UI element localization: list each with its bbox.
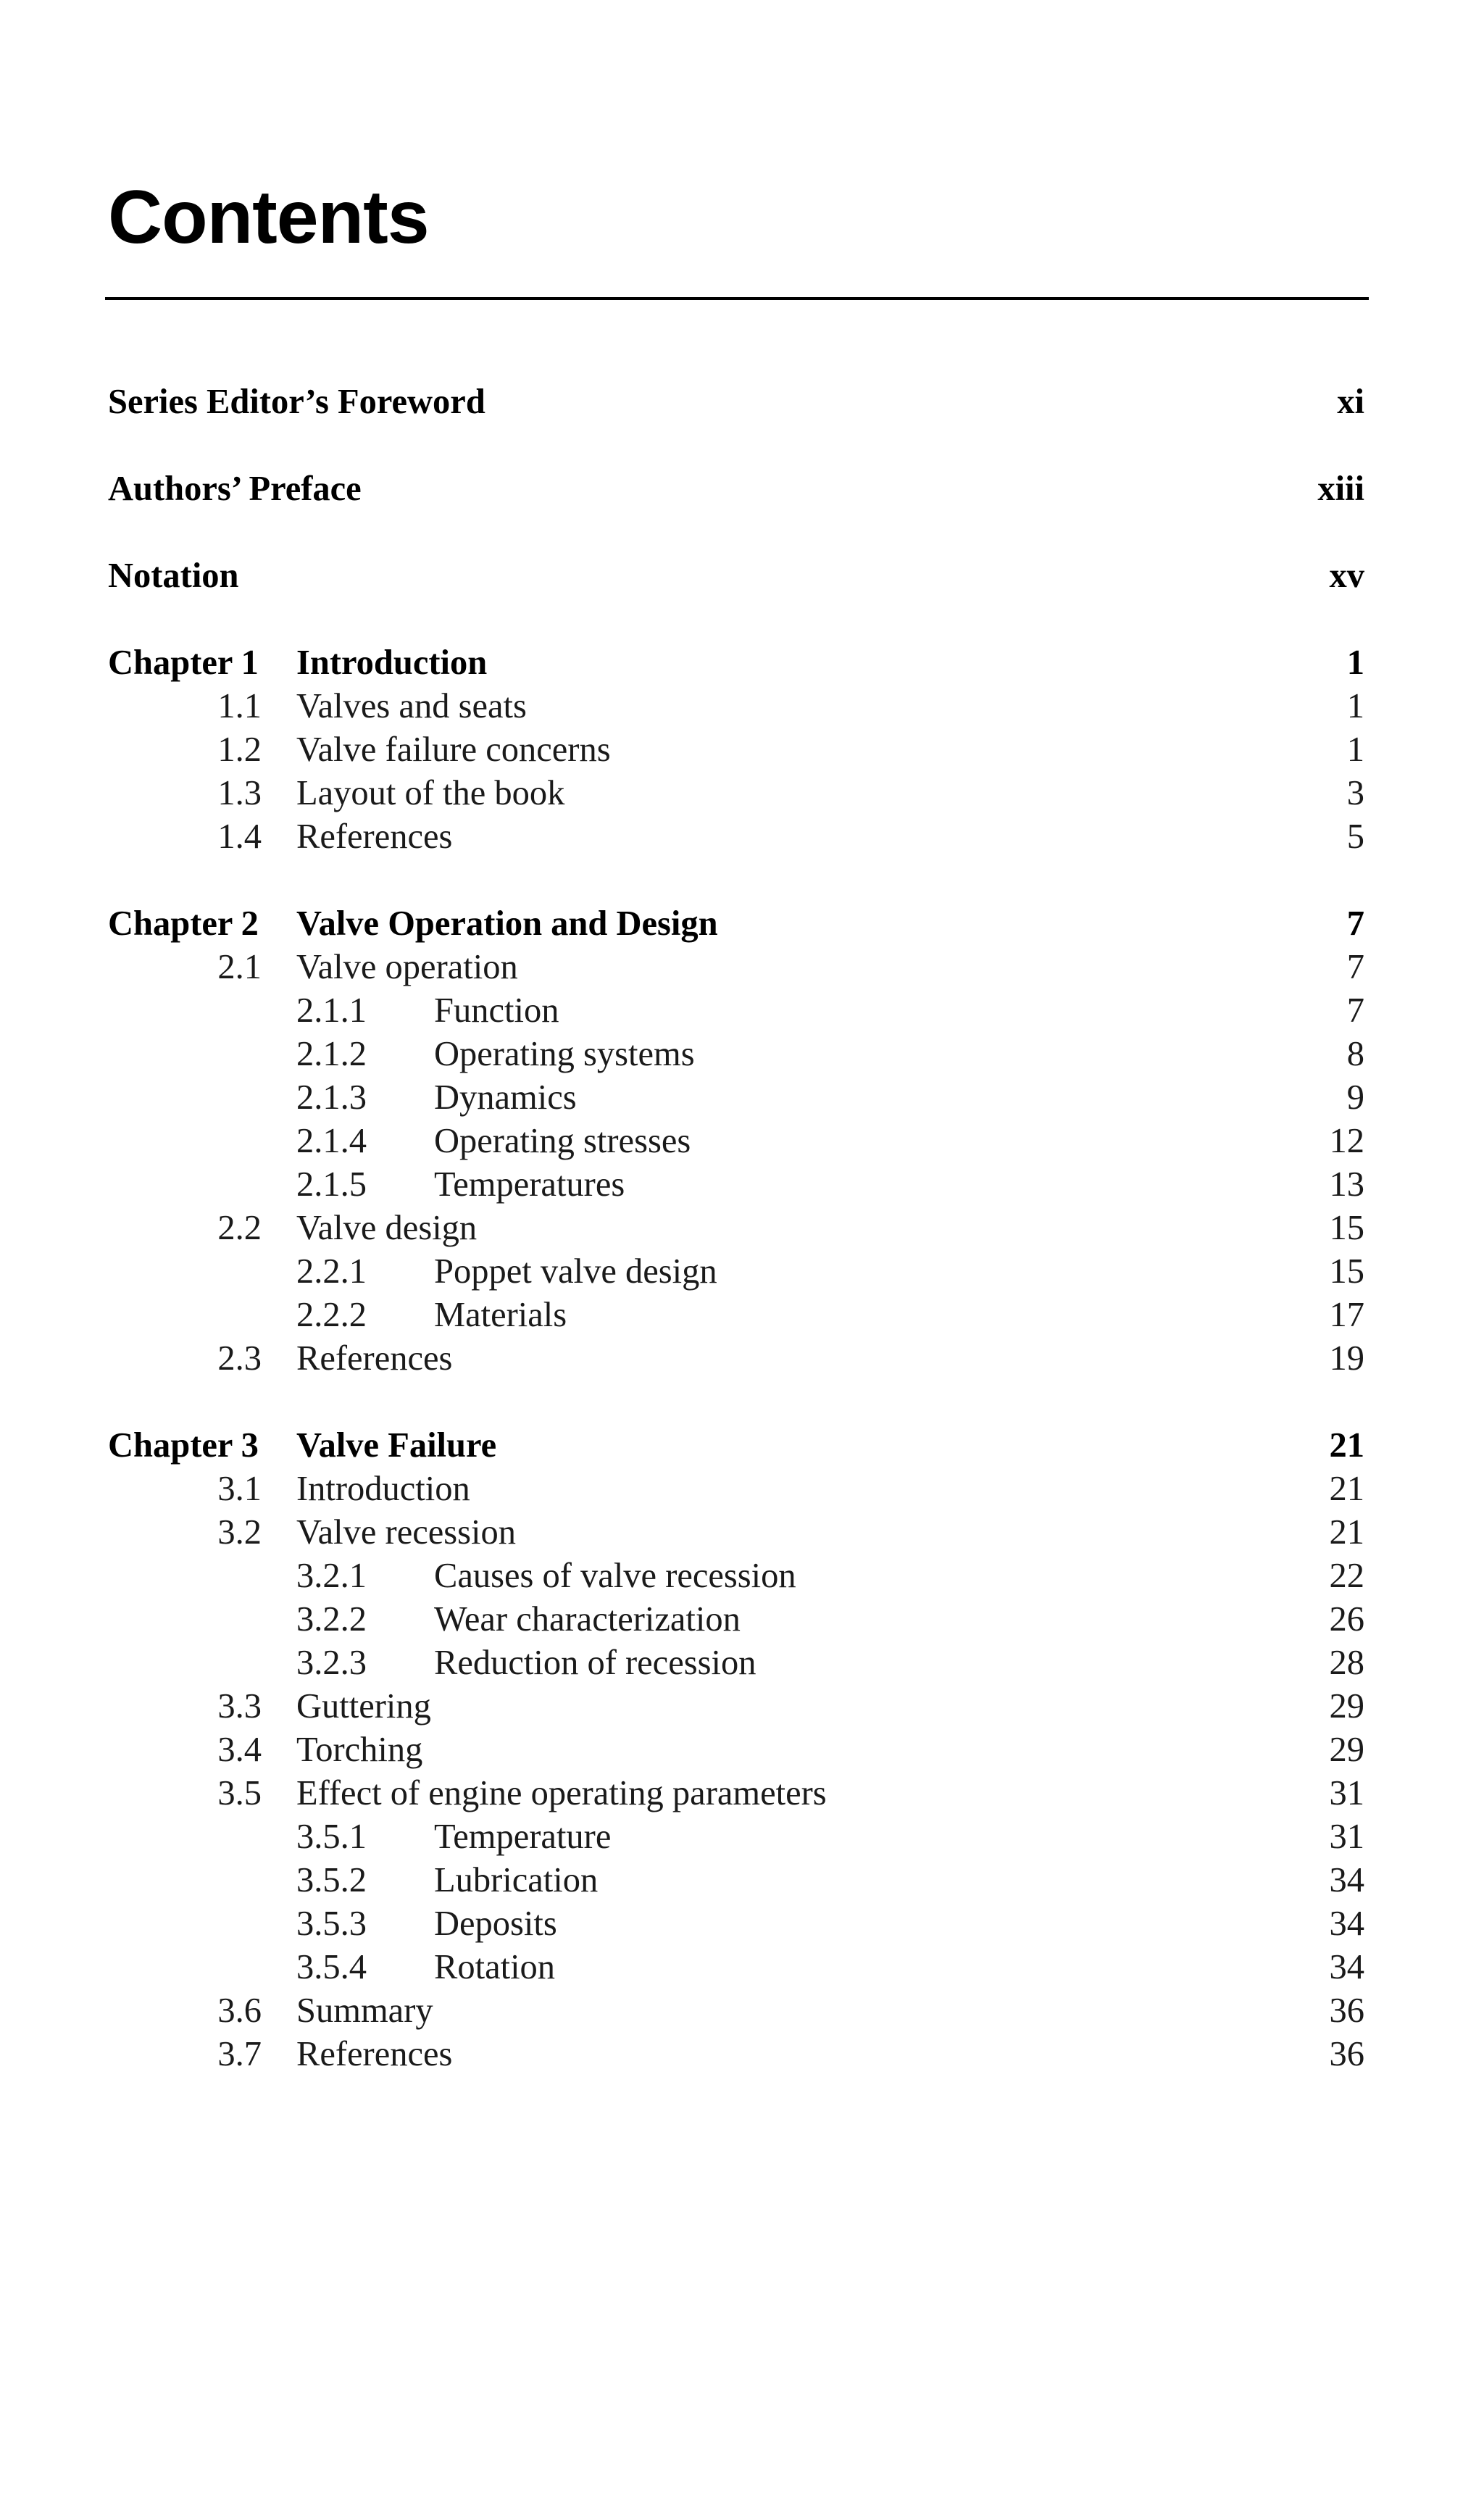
toc-subsection-entry: [108, 1076, 1364, 1120]
toc-subsection-number: 3.2.1: [296, 1557, 367, 1595]
toc-page-number: 7: [1346, 948, 1364, 986]
toc-spacer: [108, 859, 1364, 902]
toc-page-number: 15: [1329, 1209, 1364, 1247]
toc-page-number: 31: [1329, 1818, 1364, 1856]
toc-page-number: 7: [1346, 904, 1364, 943]
toc-page-number: 5: [1346, 817, 1364, 856]
toc-page-number: 1: [1346, 687, 1364, 725]
toc-subsection-title: Function: [434, 991, 559, 1030]
toc-subsection-title: Dynamics: [434, 1078, 577, 1117]
toc-chapter-entry: [108, 902, 1364, 946]
toc-subsection-entry: [108, 1120, 1364, 1163]
toc-subsection-title: Operating systems: [434, 1035, 695, 1073]
toc-section-number: 3.3: [217, 1687, 262, 1726]
toc-page-number: 29: [1329, 1687, 1364, 1726]
toc-page-number: 21: [1329, 1470, 1364, 1508]
toc-page-number: 34: [1329, 1905, 1364, 1943]
toc-front-matter-entry: [108, 380, 1364, 424]
toc-page-number: xi: [1337, 383, 1364, 421]
toc-page-number: 19: [1329, 1339, 1364, 1378]
toc-subsection-entry: [108, 1946, 1364, 1989]
toc-section-title: Introduction: [296, 1470, 470, 1508]
toc-subsection-number: 2.1.1: [296, 991, 367, 1030]
toc-section-title: References: [296, 1339, 453, 1378]
toc-spacer: [108, 598, 1364, 641]
toc-page-number: 7: [1346, 991, 1364, 1030]
toc-chapter-entry: [108, 641, 1364, 685]
toc-page-number: xv: [1329, 557, 1364, 595]
toc-section-entry: [108, 1511, 1364, 1554]
toc-page-number: 17: [1329, 1296, 1364, 1334]
toc-subsection-title: Wear characterization: [434, 1600, 741, 1639]
toc-section-number: 3.2: [217, 1513, 262, 1552]
toc-section-title: References: [296, 2035, 453, 2073]
toc-chapter-label: Chapter 2: [108, 904, 259, 943]
toc-page-number: 9: [1346, 1078, 1364, 1117]
toc-spacer: [108, 424, 1364, 467]
toc-section-number: 2.1: [217, 948, 262, 986]
toc-section-number: 3.6: [217, 1991, 262, 2030]
toc-chapter-label: Chapter 3: [108, 1426, 259, 1465]
toc-page-number: 8: [1346, 1035, 1364, 1073]
toc-section-title: Guttering: [296, 1687, 431, 1726]
toc-section-title: Torching: [296, 1731, 423, 1769]
toc-subsection-number: 3.2.3: [296, 1644, 367, 1682]
toc-page-number: 13: [1329, 1165, 1364, 1204]
toc-subsection-entry: [108, 1250, 1364, 1294]
toc-chapter-title: Introduction: [296, 644, 488, 682]
toc-section-number: 1.2: [217, 730, 262, 769]
toc-subsection-title: Lubrication: [434, 1861, 599, 1899]
toc-section-number: 3.5: [217, 1774, 262, 1812]
toc-page-number: 21: [1329, 1513, 1364, 1552]
toc-subsection-title: Operating stresses: [434, 1122, 691, 1160]
toc-subsection-number: 2.2.1: [296, 1252, 367, 1291]
toc-subsection-number: 2.1.2: [296, 1035, 367, 1073]
toc-section-title: Effect of engine operating parameters: [296, 1774, 827, 1812]
toc-subsection-entry: [108, 1554, 1364, 1598]
toc-page-number: 34: [1329, 1948, 1364, 1986]
toc-subsection-number: 2.1.3: [296, 1078, 367, 1117]
toc-subsection-number: 3.2.2: [296, 1600, 367, 1639]
table-of-contents: [108, 380, 1364, 2076]
toc-section-number: 1.3: [217, 774, 262, 812]
toc-subsection-entry: [108, 1641, 1364, 1685]
toc-subsection-number: 3.5.1: [296, 1818, 367, 1856]
toc-section-title: Valve operation: [296, 948, 518, 986]
toc-section-number: 1.1: [217, 687, 262, 725]
toc-subsection-entry: [108, 1294, 1364, 1337]
toc-subsection-title: Temperatures: [434, 1165, 625, 1204]
toc-subsection-number: 2.1.4: [296, 1122, 367, 1160]
toc-section-title: Valves and seats: [296, 687, 527, 725]
toc-page-number: 29: [1329, 1731, 1364, 1769]
toc-section-title: Valve design: [296, 1209, 478, 1247]
toc-page-number: xiii: [1317, 470, 1364, 508]
toc-page-number: 36: [1329, 2035, 1364, 2073]
toc-subsection-title: Materials: [434, 1296, 567, 1334]
toc-subsection-entry: [108, 1163, 1364, 1207]
toc-page-number: 12: [1329, 1122, 1364, 1160]
toc-section-entry: [108, 1728, 1364, 1772]
toc-section-number: 3.7: [217, 2035, 262, 2073]
toc-chapter-entry: [108, 1424, 1364, 1468]
toc-subsection-number: 3.5.3: [296, 1905, 367, 1943]
toc-section-title: Layout of the book: [296, 774, 565, 812]
toc-spacer: [108, 511, 1364, 554]
toc-entry-title: Series Editor’s Foreword: [108, 383, 485, 421]
toc-subsection-title: Causes of valve recession: [434, 1557, 796, 1595]
toc-section-number: 1.4: [217, 817, 262, 856]
toc-entry-title: Notation: [108, 557, 239, 595]
toc-subsection-number: 3.5.2: [296, 1861, 367, 1899]
toc-section-title: Valve failure concerns: [296, 730, 611, 769]
toc-section-number: 3.1: [217, 1470, 262, 1508]
toc-subsection-entry: [108, 1859, 1364, 1902]
toc-subsection-title: Poppet valve design: [434, 1252, 717, 1291]
toc-section-entry: [108, 1989, 1364, 2033]
toc-page-number: 34: [1329, 1861, 1364, 1899]
toc-page-number: 26: [1329, 1600, 1364, 1639]
toc-page-number: 36: [1329, 1991, 1364, 2030]
toc-chapter-title: Valve Operation and Design: [296, 904, 718, 943]
toc-section-title: Valve recession: [296, 1513, 517, 1552]
toc-section-entry: [108, 1337, 1364, 1381]
toc-page-number: 28: [1329, 1644, 1364, 1682]
toc-section-entry: [108, 685, 1364, 728]
toc-section-entry: [108, 1468, 1364, 1511]
toc-subsection-number: 3.5.4: [296, 1948, 367, 1986]
toc-subsection-number: 2.1.5: [296, 1165, 367, 1204]
toc-section-entry: [108, 946, 1364, 989]
toc-chapter-title: Valve Failure: [296, 1426, 497, 1465]
toc-page-number: 22: [1329, 1557, 1364, 1595]
toc-subsection-title: Temperature: [434, 1818, 612, 1856]
toc-front-matter-entry: [108, 467, 1364, 511]
toc-subsection-title: Rotation: [434, 1948, 556, 1986]
page-title: Contents: [108, 175, 429, 259]
toc-subsection-entry: [108, 1598, 1364, 1641]
toc-page-number: 15: [1329, 1252, 1364, 1291]
toc-subsection-number: 2.2.2: [296, 1296, 367, 1334]
toc-section-entry: [108, 728, 1364, 772]
toc-section-entry: [108, 1207, 1364, 1250]
toc-page-number: 3: [1346, 774, 1364, 812]
toc-section-title: Summary: [296, 1991, 433, 2030]
toc-subsection-entry: [108, 1815, 1364, 1859]
toc-subsection-entry: [108, 1033, 1364, 1076]
toc-section-number: 2.2: [217, 1209, 262, 1247]
toc-section-entry: [108, 1772, 1364, 1815]
toc-spacer: [108, 1381, 1364, 1424]
toc-page-number: 1: [1346, 644, 1364, 682]
toc-section-number: 2.3: [217, 1339, 262, 1378]
title-divider: [105, 297, 1369, 300]
toc-section-entry: [108, 772, 1364, 815]
toc-section-title: References: [296, 817, 453, 856]
toc-section-entry: [108, 2033, 1364, 2076]
toc-section-entry: [108, 815, 1364, 859]
toc-subsection-entry: [108, 989, 1364, 1033]
toc-page-number: 31: [1329, 1774, 1364, 1812]
toc-subsection-title: Reduction of recession: [434, 1644, 756, 1682]
toc-section-number: 3.4: [217, 1731, 262, 1769]
toc-section-entry: [108, 1685, 1364, 1728]
toc-front-matter-entry: [108, 554, 1364, 598]
toc-subsection-entry: [108, 1902, 1364, 1946]
toc-chapter-label: Chapter 1: [108, 644, 259, 682]
toc-entry-title: Authors’ Preface: [108, 470, 362, 508]
toc-subsection-title: Deposits: [434, 1905, 557, 1943]
toc-page-number: 21: [1329, 1426, 1364, 1465]
toc-page-number: 1: [1346, 730, 1364, 769]
